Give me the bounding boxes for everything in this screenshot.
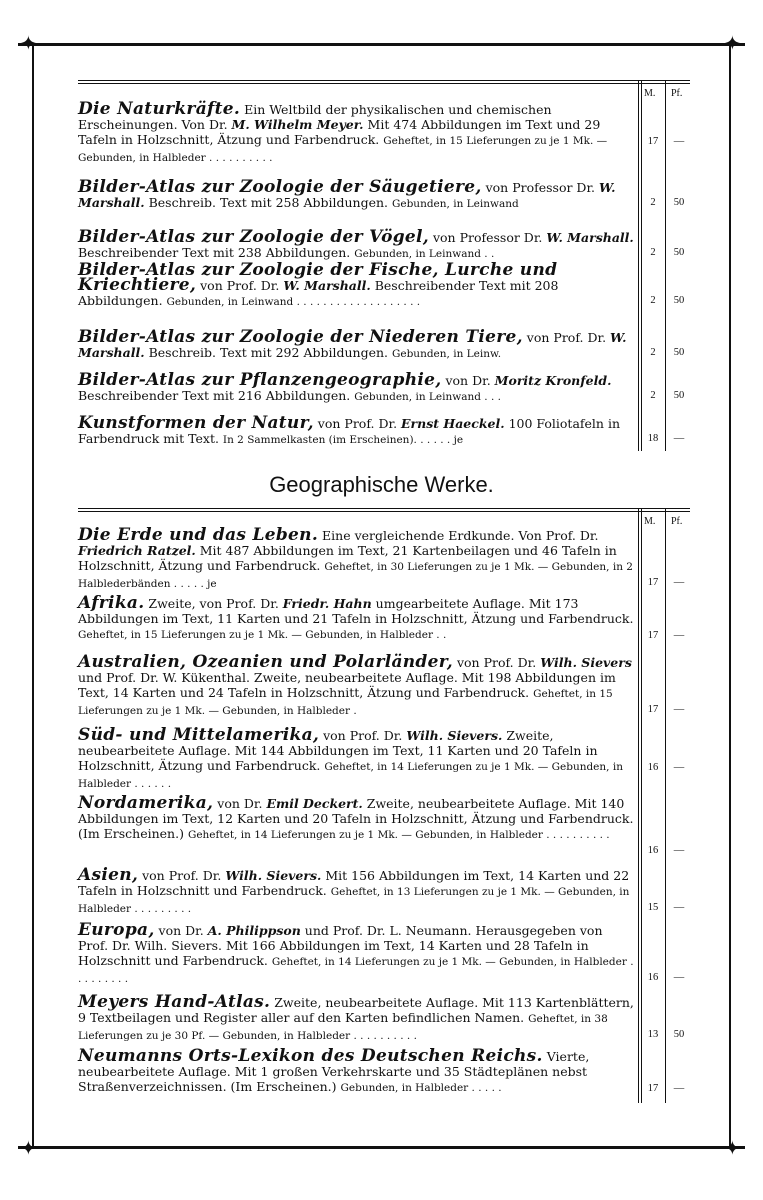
- border-bottom: [18, 1146, 745, 1149]
- entry-author: Wilh. Sievers.: [406, 728, 503, 743]
- price-mark: 16: [647, 845, 659, 856]
- entry-author: W. Marshall.: [78, 180, 616, 210]
- price-pfennig: —: [673, 630, 685, 641]
- catalog-table-geography: [78, 508, 690, 1094]
- table-rule: [78, 508, 690, 512]
- column-rule: [641, 508, 642, 1103]
- corner-ornament-icon: ✦: [20, 31, 37, 55]
- price-mark: 18: [647, 433, 659, 444]
- entry-binding-info: Geheftet, in 30 Lieferungen zu je 1 Mk. — Gebunden, in 2 Halblederbänden . . . . . je: [78, 561, 633, 590]
- entry-author: Moritz Kronfeld.: [494, 373, 612, 388]
- entry-binding-info: Gebunden, in Leinwand . .: [354, 248, 495, 260]
- entry-text-cont: Beschreibender Text mit 208 Abbildungen.: [78, 278, 559, 308]
- entry-text: von Prof. Dr.: [313, 416, 402, 431]
- catalog-entry: [78, 992, 634, 1044]
- entry-author: W. Marshall.: [78, 330, 627, 360]
- catalog-entry: [78, 865, 634, 917]
- table-rule: [78, 80, 690, 84]
- entry-text: Eine vergleichende Erdkunde. Von Prof. Dr.: [318, 528, 599, 543]
- section-title: Geographische Werke.: [269, 472, 494, 497]
- price-pfennig: —: [673, 902, 685, 913]
- entry-title: Afrika.: [78, 593, 145, 613]
- catalog-entry: [78, 260, 634, 310]
- entry-title: Neumanns Orts-Lexikon des Deutschen Reichs.: [78, 1046, 543, 1066]
- entry-binding-info: Geheftet, in 14 Lieferungen zu je 1 Mk. — Gebunden, in Halbleder . . . . . . . . .: [78, 956, 634, 985]
- entry-binding-info: Geheftet, in 13 Lieferungen zu je 1 Mk. — Gebunden, in Halbleder . . . . . . . . .: [78, 886, 630, 915]
- entry-text-cont: Mit 487 Abbildungen im Text, 21 Kartenbeilagen und 46 Tafeln in Holzschnitt, Ätzung und Farbendruck.: [78, 543, 617, 573]
- entry-text-cont: Mit 474 Abbildungen im Text und 29 Tafeln in Holzschnitt, Ätzung und Farbendruck.: [78, 117, 601, 147]
- entry-text: von Prof. Dr.: [319, 728, 407, 743]
- entry-text: Ein Weltbild der physikalischen und chemischen Erscheinungen. Von Dr.: [78, 102, 552, 132]
- entry-title: Nordamerika,: [78, 793, 214, 813]
- entry-title: Asien,: [78, 865, 139, 885]
- entry-text: von Prof. Dr.: [452, 655, 541, 670]
- entry-author: Friedr. Hahn: [282, 596, 372, 611]
- entry-text: von Prof. Dr.: [138, 868, 226, 883]
- price-mark: 2: [650, 295, 656, 306]
- entry-author: M. Wilhelm Meyer.: [231, 117, 364, 132]
- price-pfennig: —: [673, 136, 685, 147]
- entry-binding-info: Gebunden, in Leinwand . . .: [354, 391, 501, 403]
- entry-author: A. Philippson: [207, 923, 301, 938]
- price-mark: 17: [647, 704, 659, 715]
- price-pfennig: —: [673, 1083, 685, 1094]
- price-pfennig: —: [673, 433, 685, 444]
- entry-binding-info: Geheftet, in 15 Lieferungen zu je 1 Mk. — Gebunden, in Halbleder .: [78, 688, 613, 717]
- entry-text: Zweite, von Prof. Dr.: [144, 596, 283, 611]
- entry-text-cont: Beschreib. Text mit 258 Abbildungen.: [144, 195, 388, 210]
- corner-ornament-icon: ✦: [724, 1136, 741, 1160]
- entry-title: Die Naturkräfte.: [78, 99, 241, 119]
- entry-binding-info: Gebunden, in Leinwand: [391, 198, 519, 210]
- border-right: [729, 43, 731, 1149]
- entry-binding-info: Gebunden, in Leinwand . . . . . . . . . . . . . . . . . . .: [166, 296, 421, 308]
- price-pfennig: —: [673, 762, 685, 773]
- price-mark: 17: [647, 630, 659, 641]
- price-pfennig: —: [673, 577, 685, 588]
- corner-ornament-icon: ✦: [20, 1136, 37, 1160]
- entry-text-cont: Beschreib. Text mit 292 Abbildungen.: [144, 345, 388, 360]
- column-rule: [638, 508, 639, 1103]
- catalog-entry: [78, 793, 634, 843]
- column-rule: [665, 508, 666, 1103]
- catalog-table-natural-science: [78, 80, 690, 446]
- entry-author: W. Marshall.: [546, 230, 634, 245]
- entry-binding-info: Geheftet, in 15 Lieferungen zu je 1 Mk. — Gebunden, in Halbleder . . . . . . . . . .: [78, 135, 608, 164]
- entry-text: von Prof. Dr.: [196, 278, 284, 293]
- entry-author: Wilh. Sievers: [540, 655, 632, 670]
- entry-title: Kunstformen der Natur,: [78, 413, 314, 433]
- price-mark: 17: [647, 577, 659, 588]
- price-pfennig: 50: [673, 295, 685, 306]
- price-pfennig: 50: [673, 390, 685, 401]
- catalog-entry: [78, 593, 634, 643]
- entry-text: Zweite, neubearbeitete Auflage. Mit 113 Kartenblättern, 9 Textbeilagen und Register aller auf den Karten befindlichen Namen.: [78, 995, 634, 1025]
- catalog-entry: [78, 327, 634, 362]
- entry-author: Emil Deckert.: [266, 796, 363, 811]
- price-pfennig: —: [673, 704, 685, 715]
- entry-title: Bilder-Atlas zur Zoologie der Niederen Tiere,: [78, 327, 523, 347]
- column-header-mark: M.: [644, 516, 656, 527]
- catalog-entry: [78, 725, 634, 792]
- entry-text: von Dr.: [154, 923, 208, 938]
- entry-text-cont: Beschreibender Text mit 238 Abbildungen.: [78, 245, 351, 260]
- entry-binding-info: Geheftet, in 38 Lieferungen zu je 30 Pf. — Gebunden, in Halbleder . . . . . . . . . .: [78, 1013, 608, 1042]
- entry-text: von Professor Dr.: [428, 230, 547, 245]
- entry-text-cont: Zweite, neubearbeitete Auflage. Mit 144 Abbildungen im Text, 11 Karten und 20 Tafeln in Holzschnitt, Ätzung und Farbendruck.: [78, 728, 598, 773]
- entry-text-cont: Mit 156 Abbildungen im Text, 14 Karten und 22 Tafeln in Holzschnitt und Farbendruck.: [78, 868, 630, 898]
- entry-title: Meyers Hand-Atlas.: [78, 992, 271, 1012]
- entry-title: Europa,: [78, 920, 155, 940]
- entry-text-cont: und Prof. Dr. W. Kükenthal. Zweite, neubearbeitete Auflage. Mit 198 Abbildungen im Text, 14 Karten und 24 Tafeln in Holzschnitt, Ätzung und Farbendruck.: [78, 670, 616, 700]
- entry-text-cont: umgearbeitete Auflage. Mit 173 Abbildungen im Text, 11 Karten und 21 Tafeln in Holzschnitt, Ätzung und Farbendruck.: [78, 596, 634, 626]
- price-mark: 2: [650, 247, 656, 258]
- price-pfennig: 50: [673, 197, 685, 208]
- entry-title: Australien, Ozeanien und Polarländer,: [78, 652, 453, 672]
- price-mark: 16: [647, 972, 659, 983]
- entry-title: Bilder-Atlas zur Zoologie der Fische, Lurche und Kriechtiere,: [78, 260, 558, 295]
- entry-text: Vierte, neubearbeitete Auflage. Mit 1 großen Verkehrskarte und 35 Städteplänen nebst Straßenverzeichnissen. (Im Erscheinen.): [78, 1049, 590, 1094]
- entry-author: Friedrich Ratzel.: [78, 543, 196, 558]
- price-pfennig: 50: [673, 1029, 685, 1040]
- price-mark: 17: [647, 1083, 659, 1094]
- column-header-mark: M.: [644, 88, 656, 99]
- column-rule: [638, 80, 639, 451]
- price-mark: 16: [647, 762, 659, 773]
- price-mark: 15: [647, 902, 659, 913]
- price-mark: 2: [650, 390, 656, 401]
- entry-binding-info: Gebunden, in Halbleder . . . . .: [340, 1082, 502, 1094]
- entry-title: Die Erde und das Leben.: [78, 525, 319, 545]
- entry-text: von Dr.: [213, 796, 267, 811]
- catalog-entry: [78, 177, 634, 212]
- entry-text: von Dr.: [441, 373, 495, 388]
- price-mark: 2: [650, 197, 656, 208]
- entry-author: Wilh. Sievers.: [225, 868, 322, 883]
- price-pfennig: 50: [673, 347, 685, 358]
- entry-title: Bilder-Atlas zur Zoologie der Säugetiere,: [78, 177, 482, 197]
- catalog-entry: [78, 1046, 634, 1096]
- entry-binding-info: Geheftet, in 14 Lieferungen zu je 1 Mk. — Gebunden, in Halbleder . . . . . . . . . .: [187, 829, 610, 841]
- price-mark: 13: [647, 1029, 659, 1040]
- price-pfennig: —: [673, 972, 685, 983]
- entry-title: Süd- und Mittelamerika,: [78, 725, 320, 745]
- catalog-entry: [78, 920, 634, 987]
- catalog-entry: [78, 99, 634, 166]
- entry-text: von Professor Dr.: [481, 180, 600, 195]
- entry-binding-info: In 2 Sammelkasten (im Erscheinen). . . . . . je: [222, 434, 464, 446]
- entry-author: Ernst Haeckel.: [401, 416, 505, 431]
- corner-ornament-icon: ✦: [724, 31, 741, 55]
- catalog-entry: [78, 652, 634, 719]
- price-mark: 2: [650, 347, 656, 358]
- column-rule: [665, 80, 666, 451]
- column-header-pfennig: Pf.: [671, 88, 683, 99]
- entry-author: W. Marshall.: [283, 278, 371, 293]
- border-top: [18, 43, 745, 46]
- price-pfennig: 50: [673, 247, 685, 258]
- entry-binding-info: Geheftet, in 14 Lieferungen zu je 1 Mk. — Gebunden, in Halbleder . . . . . .: [78, 761, 623, 790]
- entry-text-cont: und Prof. Dr. L. Neumann. Herausgegeben von Prof. Dr. Wilh. Sievers. Mit 166 Abbildungen im Text, 14 Karten und 28 Tafeln in Holzschnitt und Farbendruck.: [78, 923, 603, 968]
- catalog-entry: [78, 370, 634, 405]
- entry-text-cont: Beschreibender Text mit 216 Abbildungen.: [78, 388, 351, 403]
- entry-binding-info: Geheftet, in 15 Lieferungen zu je 1 Mk. — Gebunden, in Halbleder . .: [78, 629, 447, 641]
- price-mark: 17: [647, 136, 659, 147]
- entry-text-cont: 100 Foliotafeln in Farbendruck mit Text.: [78, 416, 621, 446]
- entry-text-cont: Zweite, neubearbeitete Auflage. Mit 140 Abbildungen im Text, 12 Karten und 20 Tafeln in Holzschnitt, Ätzung und Farbendruck. (Im Erscheinen.): [78, 796, 634, 841]
- entry-title: Bilder-Atlas zur Pflanzengeographie,: [78, 370, 442, 390]
- catalog-entry: [78, 227, 634, 262]
- entry-title: Bilder-Atlas zur Zoologie der Vögel,: [78, 227, 429, 247]
- border-left: [32, 43, 34, 1149]
- catalog-entry: [78, 413, 634, 448]
- price-pfennig: —: [673, 845, 685, 856]
- column-header-pfennig: Pf.: [671, 516, 683, 527]
- entry-binding-info: Gebunden, in Leinw.: [391, 348, 502, 360]
- entry-text: von Prof. Dr.: [522, 330, 611, 345]
- catalog-entry: [78, 525, 634, 592]
